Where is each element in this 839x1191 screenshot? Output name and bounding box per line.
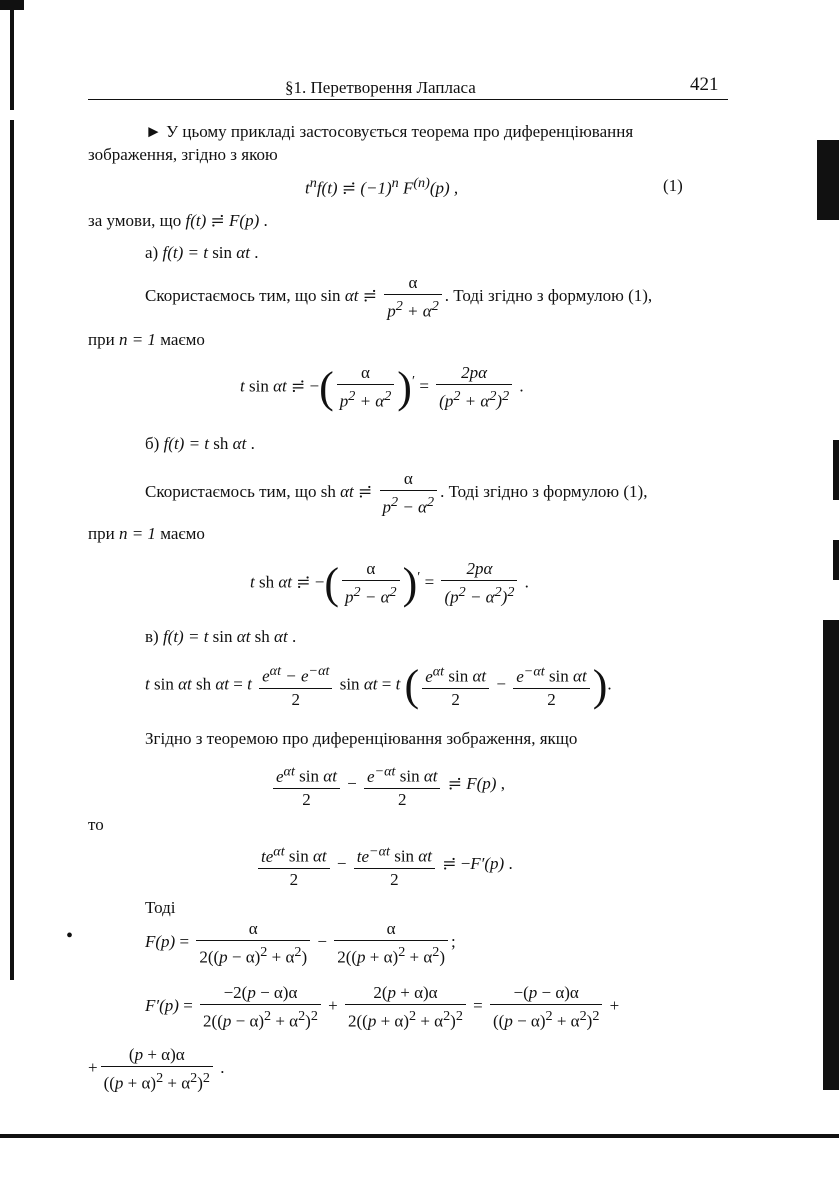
intro-line-2: зображення, згідно з якою	[88, 145, 278, 164]
when-text: при	[88, 330, 115, 349]
then-equation: $\frac{te^{\alpha t} \sin \alpha t}{2}$ − $\frac{te^{-\alpha t} \sin \alpha t}{2}$ ≓ −F′(p) .	[255, 840, 513, 891]
case-a-label: а)	[145, 243, 159, 262]
page-number: 421	[690, 74, 719, 95]
scan-corner-mark	[0, 0, 24, 10]
case-a-result: t sin αt ≓ −( $\frac{\alpha}{p^2 + \alpha^2}$ )′ = $\frac{2p\alpha}{(p^2 + \alpha^2)^2}$ .	[240, 363, 524, 412]
case-a-when	[88, 330, 205, 350]
theorem-sentence: Згідно з теоремою про диференціювання зображення, якщо	[145, 729, 578, 748]
running-header: §1. Перетворення Лапласа	[285, 78, 476, 97]
case-v-expansion: t sin αt sh αt = t $\frac{e^{\alpha t} - e^{-\alpha t}}{2}$ sin αt = t ( $\frac{e^{\alpha t} \sin \alpha t}{2}$ − $\frac{e^{-\alpha t} \sin \alpha t}{2}$ ).	[145, 661, 612, 710]
case-b-label: б)	[145, 434, 160, 453]
case-v-label: в)	[145, 627, 159, 646]
case-b: б) f(t) = t sh αt .	[145, 434, 255, 453]
F-p-equation: F(p) = $\frac{\alpha}{2((p - \alpha)^2 + \alpha^2)}$ − $\frac{\alpha}{2((p + \alpha)^2 + \alpha^2)}$ ;	[145, 919, 456, 967]
case-v: в) f(t) = t sin αt sh αt .	[145, 627, 297, 646]
have-text: маємо	[160, 524, 205, 543]
header-rule	[88, 99, 728, 100]
have-text: маємо	[160, 330, 205, 349]
bullet-mark: •	[66, 925, 74, 947]
scan-binding-bar	[10, 10, 14, 110]
n-eq-1: n = 1	[118, 330, 156, 349]
to-word: то	[88, 815, 104, 834]
F-prime-continuation: + $\frac{(p + \alpha)\alpha}{((p + \alpha)^2 + \alpha^2)^2}$ .	[88, 1045, 225, 1093]
scan-edge-bar	[817, 140, 839, 220]
n-eq-1: n = 1	[118, 524, 156, 543]
then-text: . Тоді згідно з формулою (1),	[444, 286, 653, 306]
case-a-hint: Скористаємось тим, що sin αt ≓ $\frac{\alpha}{p^2 + \alpha^2}$ . Тоді згідно з формулою (1),	[145, 273, 653, 321]
scan-edge-bar	[833, 540, 839, 580]
scan-binding-bar	[10, 120, 14, 980]
case-b-hint: Скористаємось тим, що sh αt ≓ $\frac{\alpha}{p^2 - \alpha^2}$ . Тоді згідно з формулою (1),	[145, 469, 648, 517]
scan-edge-bar	[823, 620, 839, 1090]
F-prime-equation: F′(p) = $\frac{-2(p - \alpha)\alpha}{2((p - \alpha)^2 + \alpha^2)^2}$ + $\frac{2(p + \alpha)\alpha}{2((p + \alpha)^2 + \alpha^2)^2}$ = $\frac{-(p - \alpha)\alpha}{((p - \alpha)^2 + \alpha^2)^2}$ +	[145, 983, 620, 1031]
use-text: Скористаємось тим, що	[145, 482, 317, 502]
equation-1: $t^nf(t)$ ≓ $(-1)^n$ $F^{(n)}(p)$ ,	[305, 175, 459, 198]
equation-1-number: (1)	[663, 176, 683, 195]
intro-line-1: ► У цьому прикладі застосовується теорема про диференціювання	[145, 122, 634, 141]
if-equation: $\frac{e^{\alpha t} \sin \alpha t}{2}$ − $\frac{e^{-\alpha t} \sin \alpha t}{2}$ ≓ F(p) ,	[270, 760, 505, 811]
scan-edge-bar	[833, 440, 839, 500]
case-a: а) f(t) = t sin αt .	[145, 243, 259, 262]
case-b-result: t sh αt ≓ −( $\frac{\alpha}{p^2 - \alpha^2}$ )′ = $\frac{2p\alpha}{(p^2 - \alpha^2)^2}$ .	[250, 559, 529, 608]
page-bottom-rule	[0, 1134, 839, 1138]
case-b-when	[88, 524, 205, 544]
todi-word: Тоді	[145, 898, 176, 917]
then-text: . Тоді згідно з формулою (1),	[440, 482, 648, 502]
when-text: при	[88, 524, 115, 543]
condition-line: за умови, що f(t) ≓ F(p) .	[88, 211, 268, 230]
use-text: Скористаємось тим, що	[145, 286, 317, 306]
condition-prefix: за умови, що	[88, 211, 182, 230]
